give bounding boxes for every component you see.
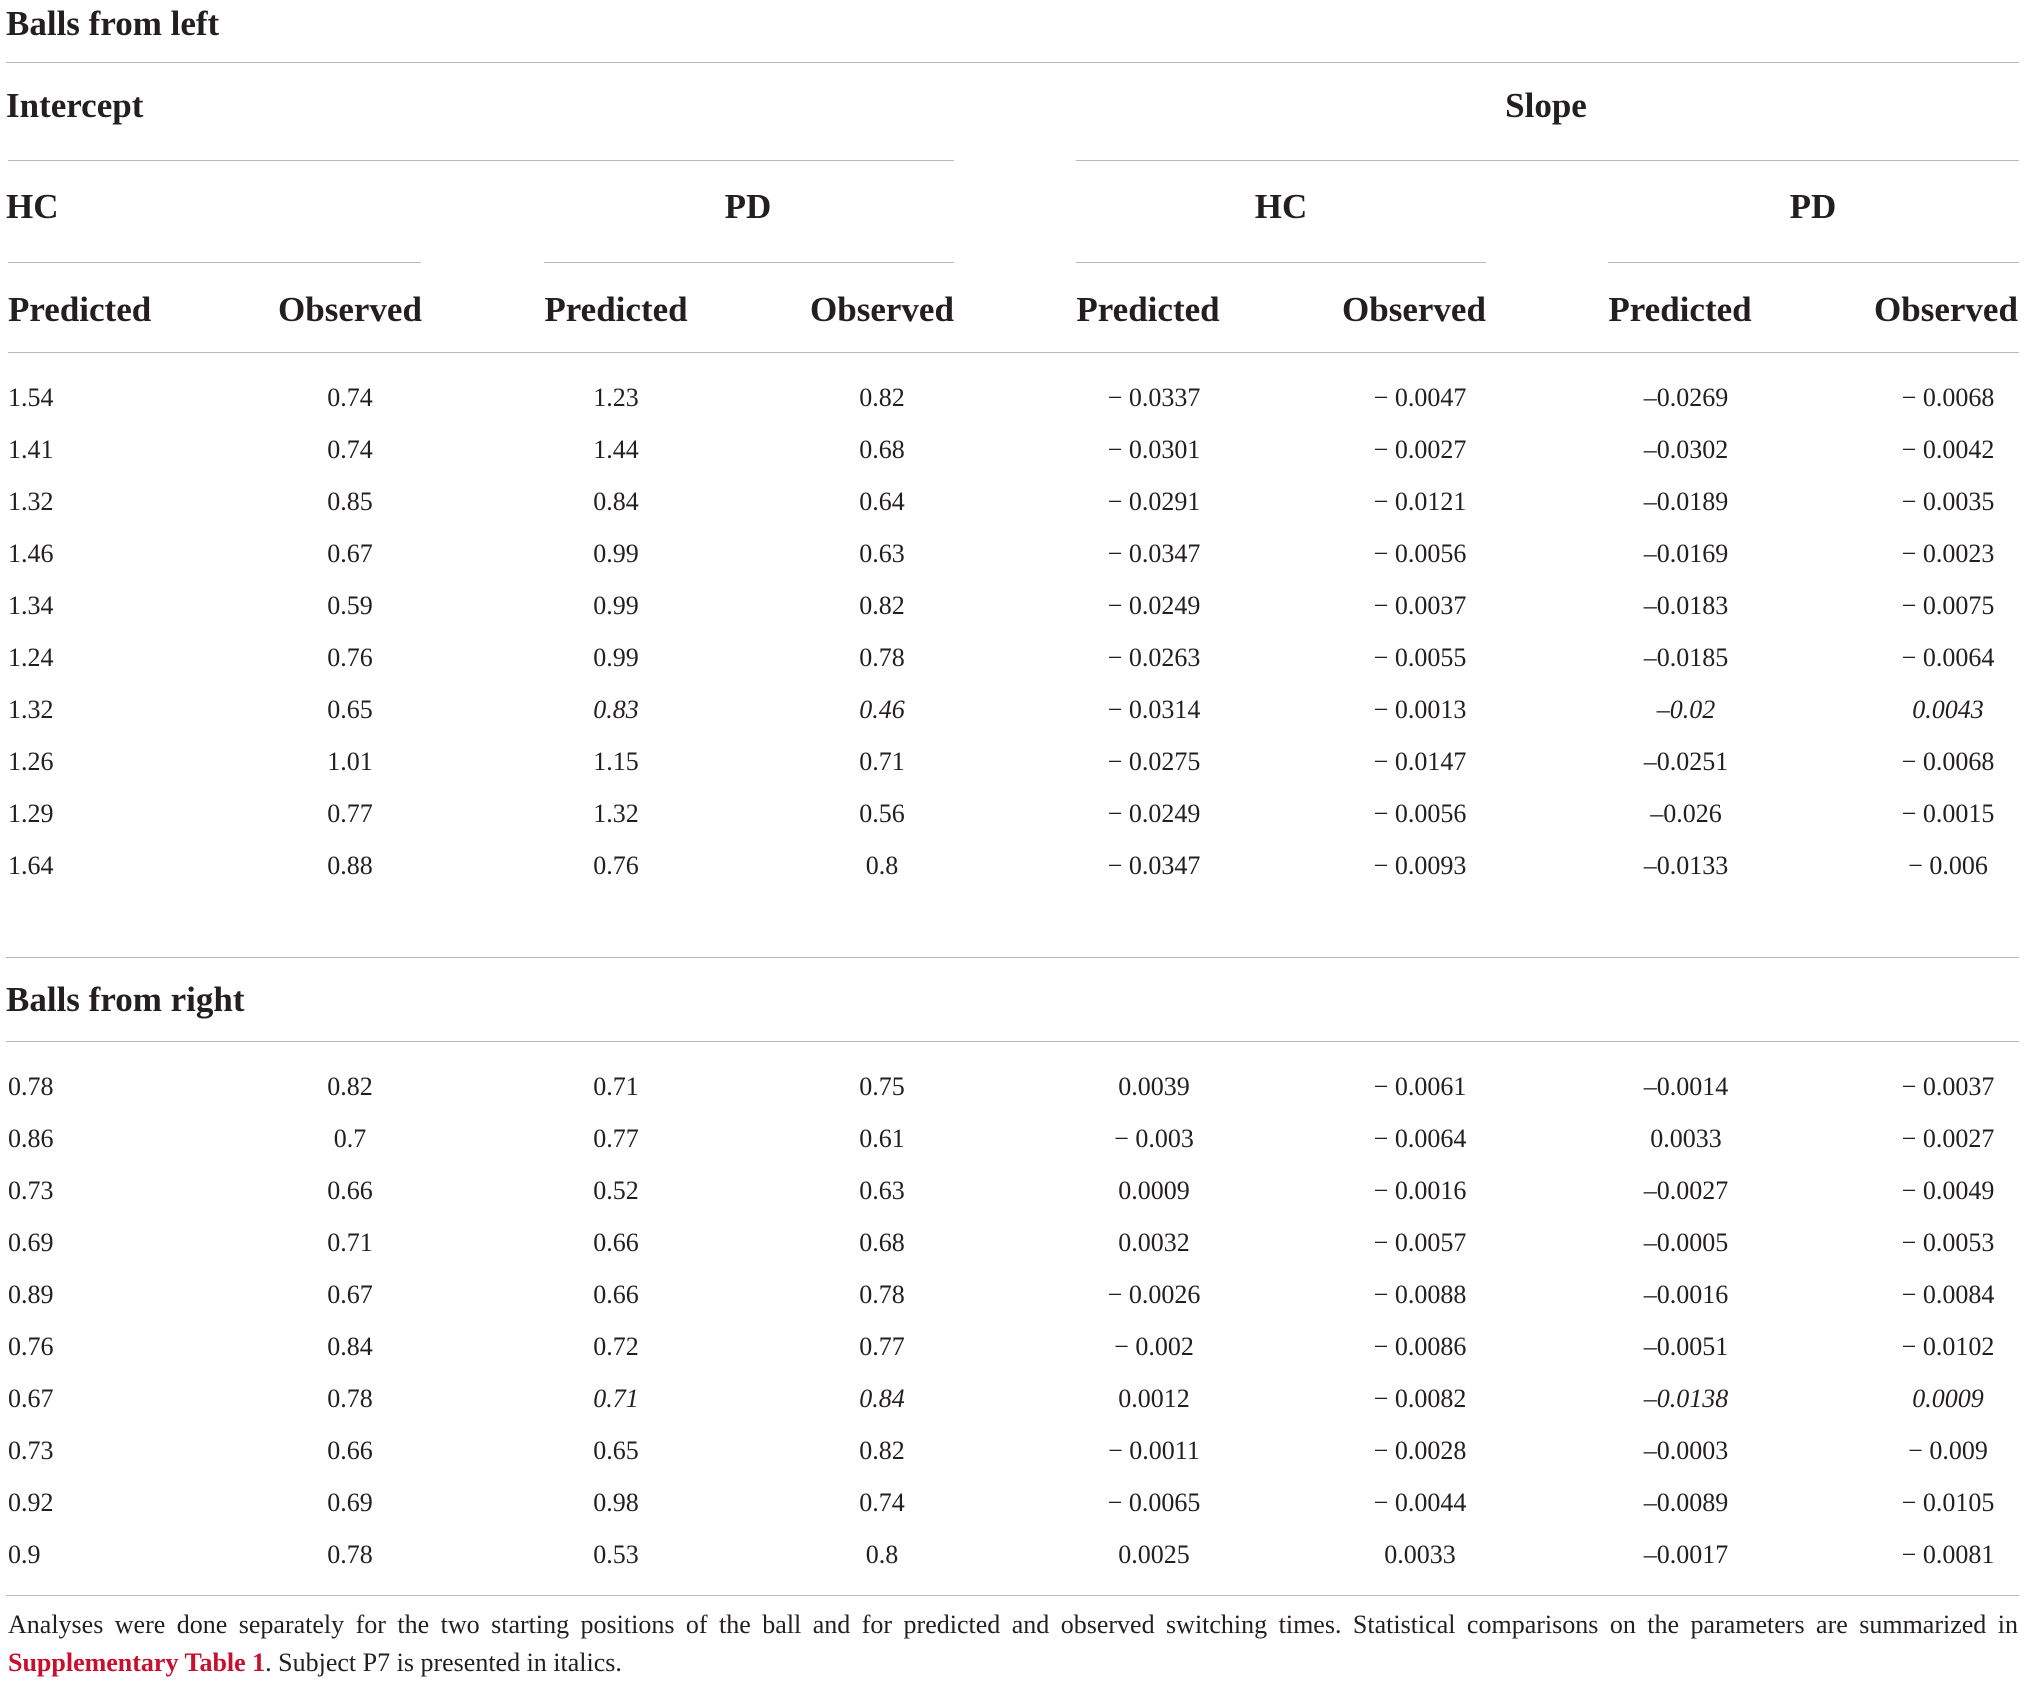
cell-slope-pd-observed: 0.0043 — [1912, 695, 1984, 724]
cell-slope-pd-predicted: –0.0003 — [1643, 1436, 1729, 1465]
cell-slope-pd-observed: − 0.0023 — [1901, 539, 1995, 568]
cell-slope-pd-predicted: –0.0169 — [1643, 539, 1729, 568]
cell-slope-pd-observed: − 0.0015 — [1901, 799, 1995, 828]
cell-intercept-pd-predicted: 0.99 — [593, 591, 639, 620]
cell-intercept-pd-predicted: 0.71 — [593, 1072, 639, 1101]
col-header-slope-hc-observed: Observed — [1342, 290, 1486, 329]
cell-intercept-pd-observed: 0.78 — [859, 643, 905, 672]
cell-intercept-hc-observed: 0.71 — [327, 1228, 373, 1257]
col-header-intercept-hc-observed: Observed — [278, 290, 422, 329]
rule-above-section-right — [6, 957, 2019, 958]
cell-intercept-pd-predicted: 0.65 — [593, 1436, 639, 1465]
cell-slope-hc-observed: − 0.0044 — [1373, 1488, 1467, 1517]
cell-slope-pd-predicted: –0.0005 — [1643, 1228, 1729, 1257]
cell-intercept-pd-observed: 0.71 — [859, 747, 905, 776]
cell-slope-pd-predicted: –0.0183 — [1643, 591, 1729, 620]
cell-intercept-hc-predicted: 0.9 — [8, 1540, 41, 1569]
cell-intercept-hc-predicted: 1.26 — [8, 747, 54, 776]
cell-slope-pd-observed: − 0.0053 — [1901, 1228, 1995, 1257]
cell-slope-hc-predicted: − 0.0337 — [1107, 383, 1201, 412]
cell-intercept-pd-predicted: 1.23 — [593, 383, 639, 412]
cell-slope-hc-observed: − 0.0082 — [1373, 1384, 1467, 1413]
cell-intercept-pd-predicted: 0.83 — [593, 695, 639, 724]
cell-intercept-hc-observed: 0.67 — [327, 1280, 373, 1309]
cell-slope-pd-observed: − 0.0068 — [1901, 747, 1995, 776]
cell-intercept-pd-observed: 0.63 — [859, 539, 905, 568]
cell-intercept-hc-observed: 0.76 — [327, 643, 373, 672]
cell-slope-hc-predicted: − 0.0249 — [1107, 591, 1201, 620]
cell-intercept-pd-observed: 0.8 — [865, 851, 899, 880]
cell-slope-hc-predicted: − 0.002 — [1114, 1332, 1194, 1361]
cell-intercept-hc-predicted: 0.78 — [8, 1072, 54, 1101]
cell-intercept-hc-observed: 0.74 — [327, 435, 373, 464]
cell-intercept-hc-predicted: 0.76 — [8, 1332, 54, 1361]
cell-slope-hc-observed: − 0.0016 — [1373, 1176, 1467, 1205]
cell-slope-hc-observed: − 0.0147 — [1373, 747, 1467, 776]
cell-intercept-pd-predicted: 0.71 — [593, 1384, 639, 1413]
cell-intercept-hc-predicted: 0.73 — [8, 1436, 54, 1465]
cell-intercept-pd-predicted: 1.44 — [593, 435, 639, 464]
cell-slope-hc-observed: 0.0033 — [1384, 1540, 1456, 1569]
col-header-slope-pd-observed: Observed — [1874, 290, 2018, 329]
cell-intercept-pd-predicted: 0.66 — [593, 1280, 639, 1309]
cell-slope-hc-observed: − 0.0064 — [1373, 1124, 1467, 1153]
cell-slope-hc-predicted: − 0.0314 — [1107, 695, 1201, 724]
cell-intercept-pd-predicted: 0.99 — [593, 643, 639, 672]
cell-intercept-hc-predicted: 1.54 — [8, 383, 54, 412]
cell-slope-hc-observed: − 0.0086 — [1373, 1332, 1467, 1361]
cell-slope-hc-predicted: − 0.003 — [1114, 1124, 1194, 1153]
cell-slope-hc-observed: − 0.0037 — [1373, 591, 1467, 620]
cell-intercept-hc-observed: 1.01 — [327, 747, 373, 776]
cell-intercept-pd-observed: 0.8 — [865, 1540, 899, 1569]
cell-slope-hc-predicted: − 0.0249 — [1107, 799, 1201, 828]
cell-intercept-hc-predicted: 1.64 — [8, 851, 54, 880]
cell-intercept-hc-observed: 0.85 — [327, 487, 373, 516]
cell-slope-hc-predicted: − 0.0263 — [1107, 643, 1201, 672]
cell-slope-hc-predicted: − 0.0291 — [1107, 487, 1201, 516]
table-footnote — [8, 1606, 2018, 1682]
cell-intercept-pd-observed: 0.61 — [859, 1124, 905, 1153]
supplementary-table-link[interactable]: Supplementary Table 1 — [8, 1648, 266, 1677]
cell-slope-hc-observed: − 0.0047 — [1373, 383, 1467, 412]
cell-slope-pd-predicted: –0.0251 — [1643, 747, 1729, 776]
cell-slope-pd-observed: 0.0009 — [1912, 1384, 1984, 1413]
cell-intercept-pd-observed: 0.68 — [859, 435, 905, 464]
cell-intercept-pd-predicted: 0.77 — [593, 1124, 639, 1153]
section-title-right: Balls from right — [6, 980, 245, 1019]
cell-intercept-pd-observed: 0.82 — [859, 591, 905, 620]
cell-slope-hc-observed: − 0.0057 — [1373, 1228, 1467, 1257]
cell-slope-pd-observed: − 0.0105 — [1901, 1488, 1995, 1517]
col-header-intercept-pd-observed: Observed — [810, 290, 954, 329]
cell-intercept-hc-observed: 0.66 — [327, 1436, 373, 1465]
rule-under-section-left — [6, 62, 2019, 63]
cell-slope-hc-observed: − 0.0027 — [1373, 435, 1467, 464]
header-intercept: Intercept — [6, 86, 144, 125]
cell-intercept-hc-predicted: 1.29 — [8, 799, 54, 828]
col-header-slope-pd-predicted: Predicted — [1608, 290, 1752, 329]
rule-under-slope-pd — [1608, 262, 2019, 263]
cell-slope-pd-observed: − 0.0068 — [1901, 383, 1995, 412]
cell-intercept-pd-observed: 0.74 — [859, 1488, 905, 1517]
cell-intercept-hc-observed: 0.69 — [327, 1488, 373, 1517]
cell-intercept-hc-observed: 0.74 — [327, 383, 373, 412]
cell-slope-hc-predicted: − 0.0011 — [1108, 1436, 1200, 1465]
col-header-intercept-pd-predicted: Predicted — [544, 290, 688, 329]
cell-slope-hc-predicted: 0.0032 — [1118, 1228, 1190, 1257]
cell-slope-hc-observed: − 0.0056 — [1373, 539, 1467, 568]
cell-intercept-pd-observed: 0.78 — [859, 1280, 905, 1309]
cell-slope-hc-predicted: 0.0009 — [1118, 1176, 1190, 1205]
cell-slope-hc-predicted: 0.0025 — [1118, 1540, 1190, 1569]
rule-under-intercept-pd — [544, 262, 954, 263]
cell-intercept-hc-observed: 0.82 — [327, 1072, 373, 1101]
cell-slope-hc-predicted: − 0.0026 — [1107, 1280, 1201, 1309]
cell-slope-pd-observed: − 0.0035 — [1901, 487, 1995, 516]
cell-intercept-hc-predicted: 0.67 — [8, 1384, 54, 1413]
cell-intercept-hc-predicted: 0.92 — [8, 1488, 54, 1517]
cell-intercept-hc-predicted: 1.41 — [8, 435, 54, 464]
cell-slope-pd-predicted: –0.0269 — [1643, 383, 1729, 412]
cell-slope-pd-predicted: –0.0017 — [1643, 1540, 1729, 1569]
cell-slope-pd-predicted: –0.026 — [1650, 799, 1722, 828]
footnote-text-after: . Subject P7 is presented in italics. — [265, 1648, 622, 1677]
cell-intercept-pd-observed: 0.68 — [859, 1228, 905, 1257]
cell-intercept-hc-predicted: 1.24 — [8, 643, 54, 672]
cell-intercept-hc-predicted: 0.89 — [8, 1280, 54, 1309]
cell-slope-hc-observed: − 0.0056 — [1373, 799, 1467, 828]
cell-slope-hc-predicted: − 0.0275 — [1107, 747, 1201, 776]
cell-slope-pd-predicted: –0.0138 — [1643, 1384, 1729, 1413]
cell-slope-hc-predicted: − 0.0347 — [1107, 539, 1201, 568]
cell-slope-pd-predicted: –0.02 — [1656, 695, 1716, 724]
cell-intercept-pd-observed: 0.56 — [859, 799, 905, 828]
cell-intercept-pd-predicted: 0.98 — [593, 1488, 639, 1517]
cell-intercept-hc-observed: 0.84 — [327, 1332, 373, 1361]
header-intercept-hc: HC — [6, 187, 59, 226]
cell-slope-pd-observed: − 0.0042 — [1901, 435, 1995, 464]
cell-slope-pd-observed: − 0.0084 — [1901, 1280, 1995, 1309]
cell-slope-hc-observed: − 0.0013 — [1373, 695, 1467, 724]
col-header-slope-hc-predicted: Predicted — [1076, 290, 1220, 329]
cell-intercept-pd-predicted: 0.52 — [593, 1176, 639, 1205]
rule-under-intercept-hc — [8, 262, 421, 263]
header-slope: Slope — [1505, 86, 1587, 125]
cell-intercept-hc-predicted: 0.69 — [8, 1228, 54, 1257]
rule-under-slope — [1076, 160, 2019, 161]
cell-intercept-pd-observed: 0.63 — [859, 1176, 905, 1205]
cell-slope-pd-predicted: –0.0089 — [1643, 1488, 1729, 1517]
cell-slope-hc-predicted: 0.0039 — [1118, 1072, 1190, 1101]
cell-intercept-hc-predicted: 1.34 — [8, 591, 54, 620]
cell-intercept-pd-predicted: 0.66 — [593, 1228, 639, 1257]
cell-slope-hc-observed: − 0.0055 — [1373, 643, 1467, 672]
cell-slope-pd-predicted: –0.0051 — [1643, 1332, 1729, 1361]
cell-slope-pd-predicted: –0.0189 — [1643, 487, 1729, 516]
cell-intercept-pd-observed: 0.64 — [859, 487, 905, 516]
cell-intercept-pd-predicted: 0.72 — [593, 1332, 639, 1361]
cell-intercept-hc-observed: 0.59 — [327, 591, 373, 620]
cell-slope-hc-predicted: − 0.0347 — [1107, 851, 1201, 880]
rule-under-section-right — [6, 1041, 2019, 1042]
cell-intercept-hc-predicted: 1.32 — [8, 695, 54, 724]
cell-slope-hc-observed: − 0.0093 — [1373, 851, 1467, 880]
cell-intercept-pd-observed: 0.82 — [859, 383, 905, 412]
cell-intercept-pd-observed: 0.46 — [859, 695, 905, 724]
cell-intercept-pd-predicted: 0.76 — [593, 851, 639, 880]
cell-slope-hc-observed: − 0.0088 — [1373, 1280, 1467, 1309]
cell-intercept-hc-observed: 0.65 — [327, 695, 373, 724]
cell-slope-pd-observed: − 0.0102 — [1901, 1332, 1995, 1361]
cell-slope-pd-predicted: 0.0033 — [1650, 1124, 1722, 1153]
cell-intercept-hc-observed: 0.7 — [333, 1124, 367, 1153]
cell-slope-pd-observed: − 0.0081 — [1901, 1540, 1995, 1569]
cell-intercept-hc-observed: 0.78 — [327, 1384, 373, 1413]
cell-slope-hc-predicted: − 0.0065 — [1107, 1488, 1201, 1517]
cell-intercept-pd-observed: 0.84 — [859, 1384, 905, 1413]
rule-under-column-headers — [8, 352, 2019, 353]
cell-slope-hc-observed: − 0.0061 — [1373, 1072, 1467, 1101]
header-intercept-pd: PD — [724, 187, 772, 226]
cell-slope-pd-predicted: –0.0014 — [1643, 1072, 1729, 1101]
section-title-left: Balls from left — [6, 4, 220, 43]
cell-intercept-pd-observed: 0.77 — [859, 1332, 905, 1361]
cell-slope-pd-predicted: –0.0185 — [1643, 643, 1729, 672]
header-slope-pd: PD — [1789, 187, 1837, 226]
cell-slope-pd-observed: − 0.009 — [1908, 1436, 1988, 1465]
col-header-intercept-hc-predicted: Predicted — [8, 290, 152, 329]
cell-slope-pd-predicted: –0.0016 — [1643, 1280, 1729, 1309]
cell-slope-hc-observed: − 0.0028 — [1373, 1436, 1467, 1465]
cell-intercept-hc-observed: 0.88 — [327, 851, 373, 880]
cell-intercept-pd-predicted: 1.15 — [593, 747, 639, 776]
cell-intercept-pd-predicted: 0.99 — [593, 539, 639, 568]
cell-slope-pd-observed: − 0.006 — [1908, 851, 1988, 880]
cell-intercept-pd-predicted: 0.84 — [593, 487, 639, 516]
cell-slope-pd-observed: − 0.0049 — [1901, 1176, 1995, 1205]
cell-slope-hc-observed: − 0.0121 — [1373, 487, 1467, 516]
cell-intercept-hc-observed: 0.66 — [327, 1176, 373, 1205]
cell-intercept-pd-observed: 0.75 — [859, 1072, 905, 1101]
cell-intercept-hc-observed: 0.77 — [327, 799, 373, 828]
cell-intercept-hc-predicted: 0.86 — [8, 1124, 54, 1153]
cell-intercept-hc-predicted: 1.32 — [8, 487, 54, 516]
cell-intercept-hc-predicted: 1.46 — [8, 539, 54, 568]
cell-intercept-hc-observed: 0.78 — [327, 1540, 373, 1569]
cell-slope-pd-observed: − 0.0075 — [1901, 591, 1995, 620]
rule-under-intercept — [8, 160, 954, 161]
cell-intercept-pd-predicted: 1.32 — [593, 799, 639, 828]
cell-slope-hc-predicted: 0.0012 — [1118, 1384, 1190, 1413]
cell-slope-pd-predicted: –0.0027 — [1643, 1176, 1729, 1205]
header-slope-hc: HC — [1254, 187, 1308, 226]
cell-intercept-pd-predicted: 0.53 — [593, 1540, 639, 1569]
cell-slope-hc-predicted: − 0.0301 — [1107, 435, 1201, 464]
cell-intercept-hc-predicted: 0.73 — [8, 1176, 54, 1205]
cell-slope-pd-predicted: –0.0133 — [1643, 851, 1729, 880]
cell-slope-pd-observed: − 0.0037 — [1901, 1072, 1995, 1101]
cell-intercept-hc-observed: 0.67 — [327, 539, 373, 568]
footnote-text-before: Analyses were done separately for the two starting positions of the ball and for predicted and observed switching times. Statistical comparisons on the parameters are summarized in — [8, 1610, 2018, 1639]
rule-under-slope-hc — [1076, 262, 1486, 263]
cell-slope-pd-observed: − 0.0064 — [1901, 643, 1995, 672]
cell-intercept-pd-observed: 0.82 — [859, 1436, 905, 1465]
rule-above-footnote — [6, 1595, 2019, 1596]
cell-slope-pd-predicted: –0.0302 — [1643, 435, 1729, 464]
cell-slope-pd-observed: − 0.0027 — [1901, 1124, 1995, 1153]
